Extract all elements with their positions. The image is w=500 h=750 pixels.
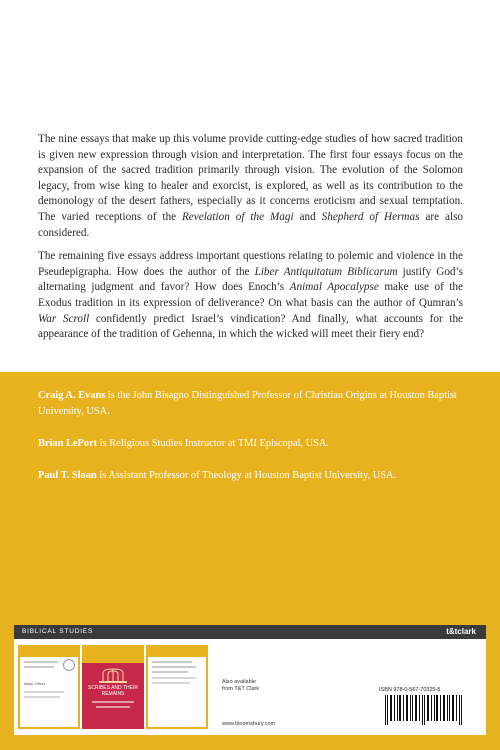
blurb-area [0, 0, 500, 372]
bio-sloan: Paul T. Sloan is Assistant Professor of Theology at Houston Baptist University, USA. [38, 470, 397, 481]
menorah-icon [99, 667, 127, 683]
also-available: Also available from T&T Clark [222, 679, 260, 692]
blurb [38, 132, 463, 351]
barcode-block [379, 687, 471, 731]
footer-panel [14, 625, 486, 735]
website-link[interactable]: www.bloomsbury.com [222, 721, 276, 727]
isbn-text: ISBN 978-0-567-70325-5 [379, 687, 441, 693]
publisher-logo: t&tclark [446, 627, 476, 636]
related-book-cover-2[interactable] [82, 645, 144, 729]
barcode-icon [379, 695, 471, 729]
bio-evans: Craig A. Evans is the John Bisagno Distinguished Professor of Christian Origins at Houston Baptist University, USA. [38, 390, 457, 417]
series-badge-icon [63, 659, 75, 671]
blurb-paragraph-2: The remaining five essays address important questions relating to polemic and violence in the Pseudepigrapha. How does the author of the Liber Antiquitatum Biblicarum justify God’s alternating judgment and favor? How does Enoch’s Animal Apocalypse make use of the Exodus tradition in its expression of deliverance? On what basis can the author of Qumran’s War Scroll confidently predict Israel’s vindication? And finally, what accounts for the appearance of the tradition of Gehenna, in which the wicked will meet their fiery end? [38, 250, 464, 341]
bio-leport: Brian LePort is Religious Studies Instructor at TMI Episcopal, USA. [38, 438, 330, 449]
cover-2-title: SCRIBES AND THEIR REMAINS [88, 685, 138, 697]
blurb-paragraph-1: The nine essays that make up this volume provide cutting-edge studies of how sacred tradition is given new expression through vision and interpretation. The first four essays focus on the expansion of the sacred tradition primarily through vision. The evolution of the Solomon legacy, from wise king to healer and exorcist, is explored, as well as its contribution to the demonology of the desert fathers, especially as it concerns eroticism and sexual temptation. The varied receptions of the Revelation of the Magi and Shepherd of Hermas are also considered. [38, 133, 464, 239]
related-book-cover-1[interactable] [18, 645, 80, 729]
series-label: BIBLICAL STUDIES [22, 628, 94, 635]
series-strip [14, 625, 486, 639]
related-book-cover-3[interactable] [146, 645, 208, 729]
cover-1-author: Isaac Oliver [24, 681, 46, 686]
